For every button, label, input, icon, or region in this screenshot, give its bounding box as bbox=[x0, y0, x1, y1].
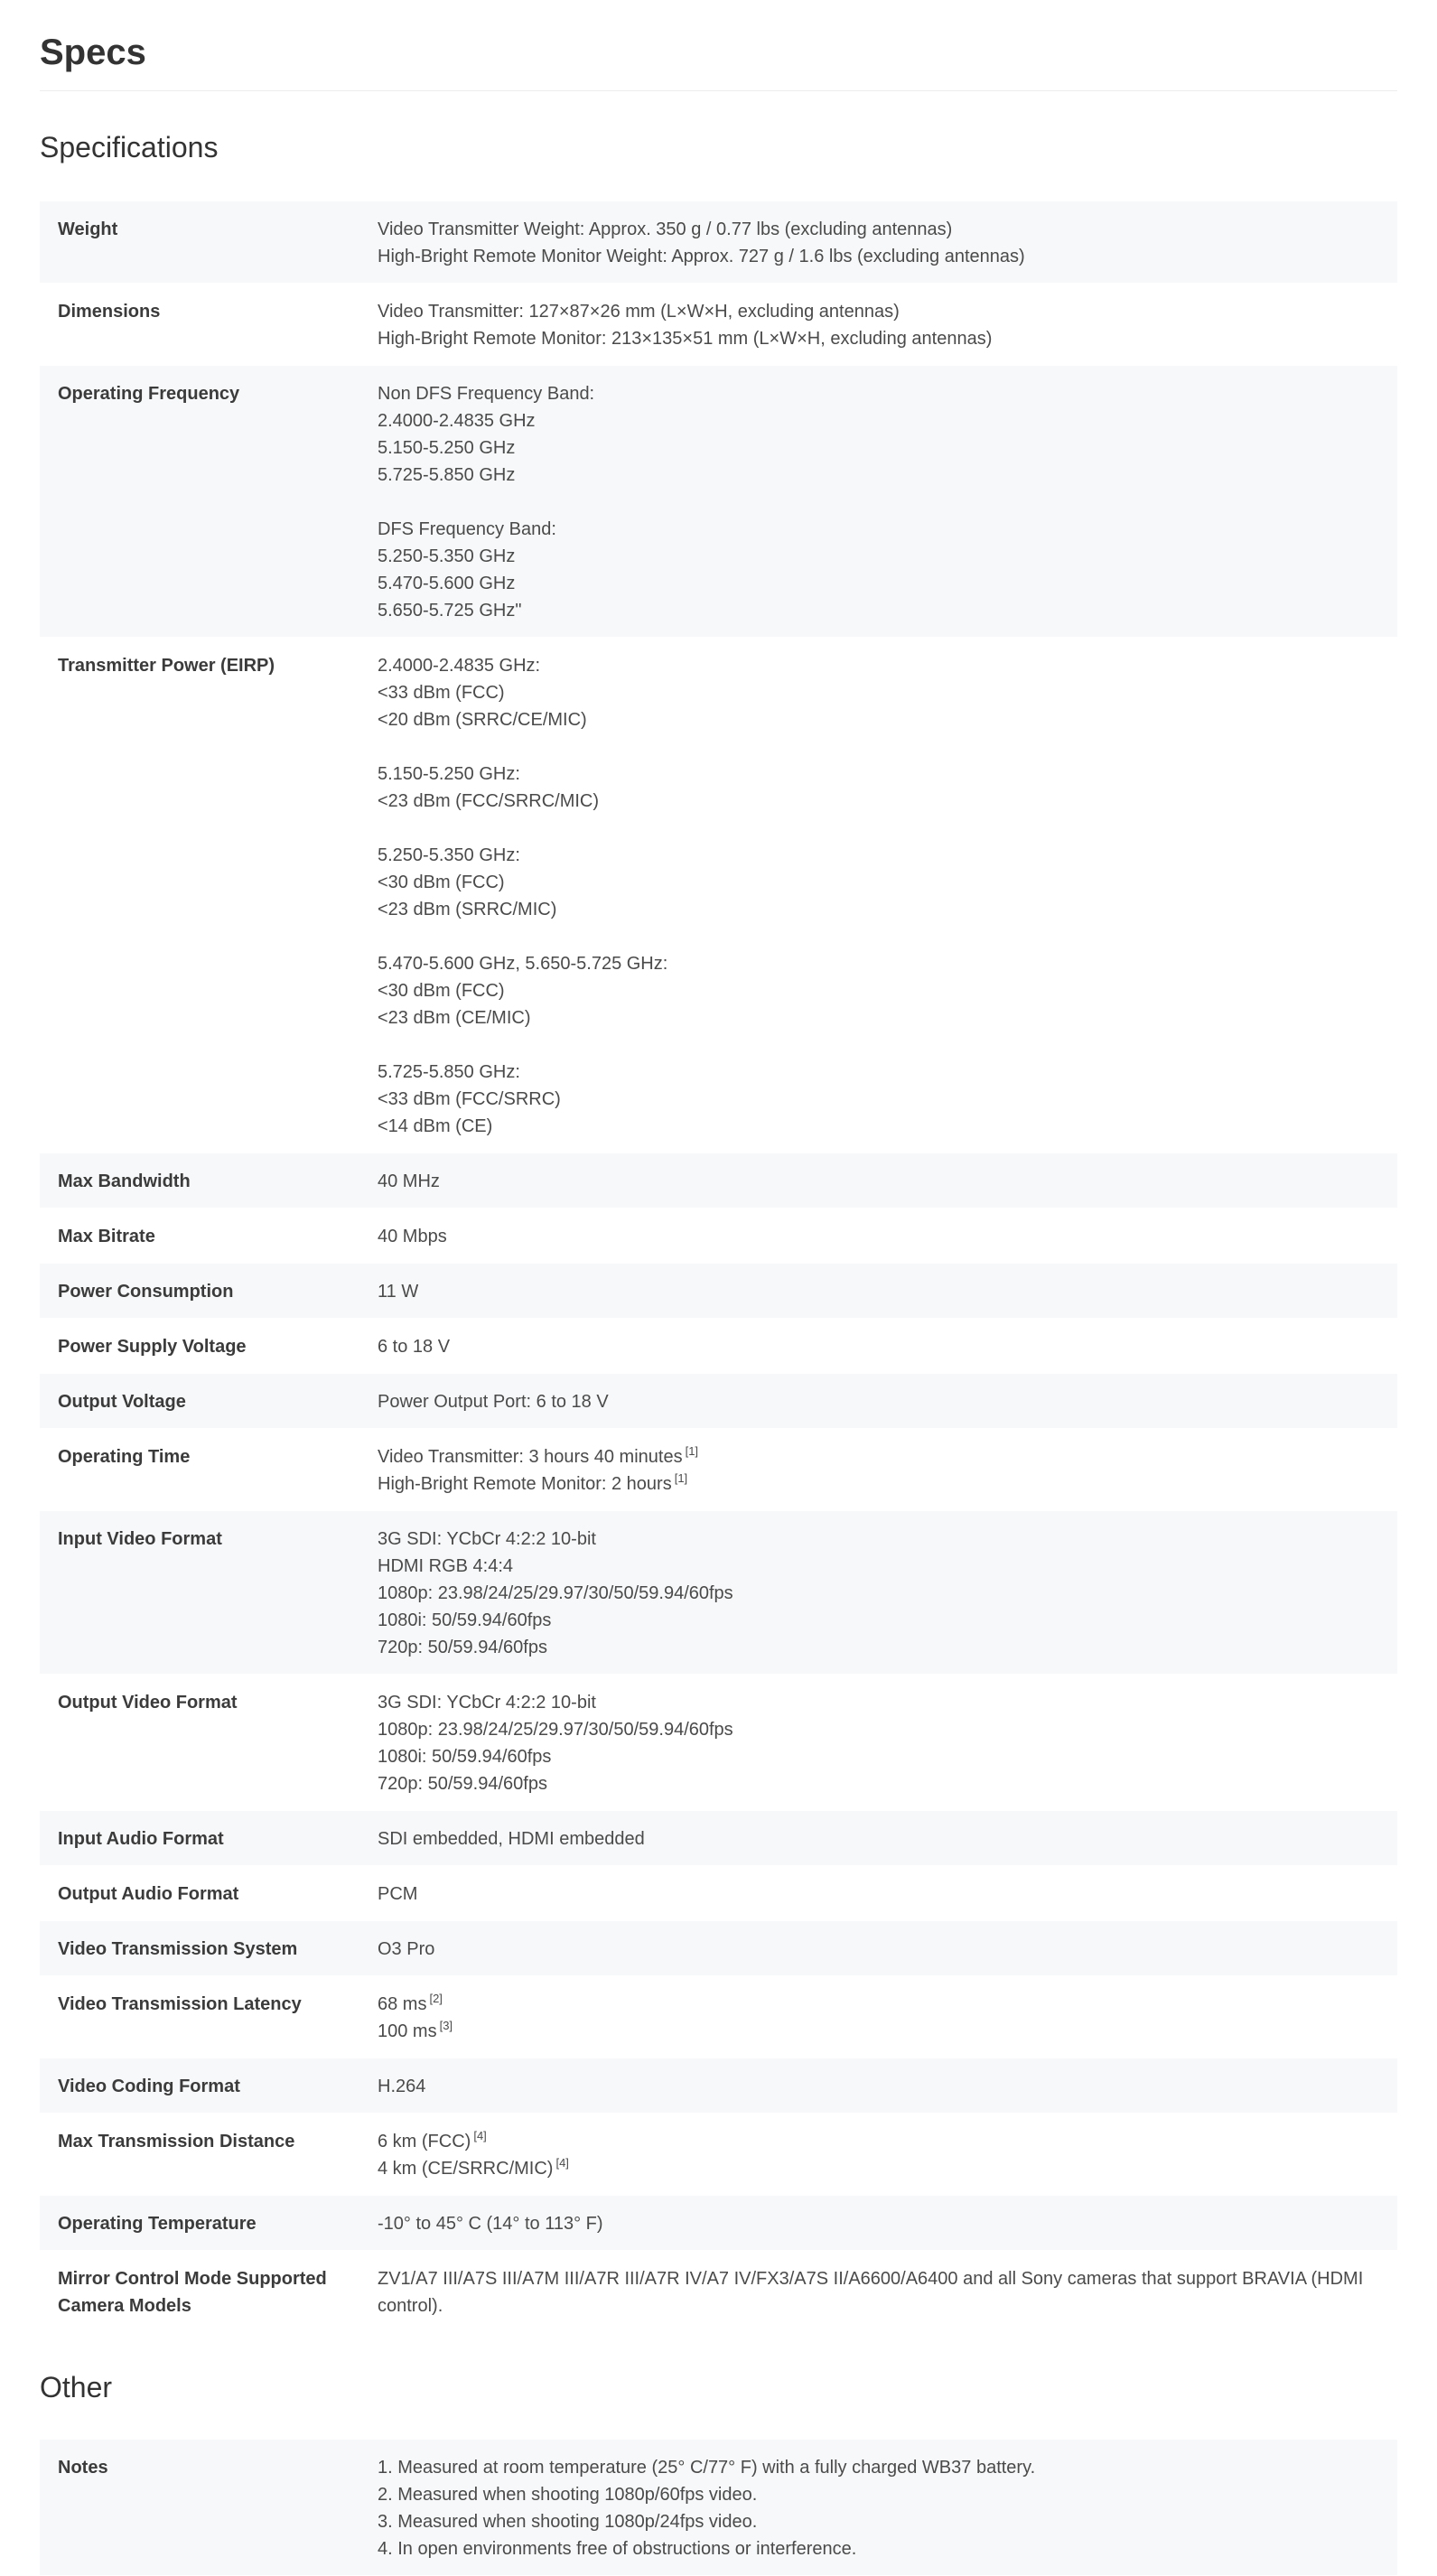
spec-value bbox=[378, 1991, 1397, 2045]
spec-value-text: 3G SDI: YCbCr 4:2:2 10-bit bbox=[378, 1529, 596, 1549]
spec-value-text: <33 dBm (FCC) bbox=[378, 683, 505, 703]
spec-value-text: 4. In open environments free of obstructions or interference. bbox=[378, 2539, 857, 2559]
spec-value-line bbox=[378, 2265, 1379, 2319]
spec-value bbox=[378, 2265, 1397, 2319]
spec-label: Output Voltage bbox=[58, 1392, 186, 1412]
spec-value bbox=[378, 1936, 1397, 1963]
spec-value bbox=[378, 2073, 1397, 2100]
spec-value-text: Non DFS Frequency Band: bbox=[378, 384, 595, 404]
spec-value-text: 5.470-5.600 GHz, 5.650-5.725 GHz: bbox=[378, 954, 668, 974]
spec-value-text: <33 dBm (FCC/SRRC) bbox=[378, 1089, 561, 1109]
spec-value bbox=[378, 1526, 1397, 1661]
spec-value-line bbox=[378, 1086, 1379, 1113]
spec-row-video-transmission-latency bbox=[40, 1976, 1397, 2058]
spec-value bbox=[378, 652, 1397, 1140]
spec-label: Input Video Format bbox=[58, 1529, 222, 1549]
spec-value-text: 5.725-5.850 GHz: bbox=[378, 1062, 520, 1082]
spec-value-text: SDI embedded, HDMI embedded bbox=[378, 1829, 645, 1849]
spec-value-line bbox=[378, 1743, 1379, 1770]
spec-value-line bbox=[378, 950, 1379, 977]
spec-label: Video Coding Format bbox=[58, 2077, 240, 2096]
spec-value-line bbox=[378, 1825, 1379, 1853]
spec-row-input-audio-format bbox=[40, 1811, 1397, 1866]
spec-value-line bbox=[378, 1991, 1379, 2018]
spec-label: Input Audio Format bbox=[58, 1829, 224, 1849]
spec-value bbox=[378, 1388, 1397, 1415]
spec-value-text: 1. Measured at room temperature (25° C/77° F) with a fully charged WB37 battery. bbox=[378, 2458, 1036, 2478]
spec-value-text: <23 dBm (SRRC/MIC) bbox=[378, 900, 557, 919]
section-title-other: Other bbox=[40, 2371, 113, 2403]
spec-value-text: -10° to 45° C (14° to 113° F) bbox=[378, 2214, 603, 2234]
spec-value-line bbox=[378, 1388, 1379, 1415]
spec-value-line bbox=[378, 298, 1379, 325]
spec-row-weight bbox=[40, 201, 1397, 284]
spec-value-line bbox=[378, 761, 1379, 788]
spec-value-line bbox=[378, 1278, 1379, 1305]
specs-page bbox=[40, 0, 1397, 2576]
spec-row-input-video-format bbox=[40, 1511, 1397, 1675]
spec-row-transmitter-power-eirp bbox=[40, 638, 1397, 1153]
spec-label: Dimensions bbox=[58, 302, 161, 322]
spec-value-line bbox=[378, 788, 1379, 815]
section-title-specifications: Specifications bbox=[40, 131, 219, 163]
spec-value-text: Video Transmitter Weight: Approx. 350 g / 0.77 lbs (excluding antennas) bbox=[378, 219, 953, 239]
spec-value-line bbox=[378, 597, 1379, 624]
spec-label: Operating Frequency bbox=[58, 384, 240, 404]
spec-value-text: H.264 bbox=[378, 2077, 426, 2096]
spec-value-line bbox=[378, 1223, 1379, 1250]
spec-value-text: <30 dBm (FCC) bbox=[378, 981, 505, 1001]
spec-value-line bbox=[378, 923, 1379, 950]
spec-label: Notes bbox=[58, 2458, 108, 2478]
spec-value-line bbox=[378, 380, 1379, 407]
spec-row-power-consumption bbox=[40, 1264, 1397, 1319]
spec-value bbox=[378, 1689, 1397, 1797]
spec-row-notes bbox=[40, 2440, 1397, 2576]
spec-value-line bbox=[378, 434, 1379, 462]
spec-value-text: PCM bbox=[378, 1884, 418, 1904]
spec-label: Video Transmission System bbox=[58, 1939, 298, 1959]
spec-value-line bbox=[378, 2018, 1379, 2045]
spec-value-text: Video Transmitter: 3 hours 40 minutes bbox=[378, 1447, 683, 1467]
spec-value bbox=[378, 1825, 1397, 1853]
spec-value-text: 2. Measured when shooting 1080p/60fps video. bbox=[378, 2485, 758, 2505]
spec-value-line bbox=[378, 1770, 1379, 1797]
spec-row-output-voltage bbox=[40, 1374, 1397, 1429]
spec-value-line bbox=[378, 896, 1379, 923]
spec-value-text: Video Transmitter: 127×87×26 mm (L×W×H, excluding antennas) bbox=[378, 302, 900, 322]
spec-value-line bbox=[378, 570, 1379, 597]
spec-value-line bbox=[378, 1689, 1379, 1716]
spec-label: Weight bbox=[58, 219, 118, 239]
footnote-ref: [3] bbox=[439, 2019, 453, 2032]
spec-value-text: 3G SDI: YCbCr 4:2:2 10-bit bbox=[378, 1693, 596, 1713]
spec-value bbox=[378, 2454, 1397, 2562]
spec-value bbox=[378, 1333, 1397, 1360]
spec-label: Operating Temperature bbox=[58, 2214, 257, 2234]
spec-row-power-supply-voltage bbox=[40, 1319, 1397, 1374]
spec-value-line bbox=[378, 706, 1379, 733]
spec-value-text: 100 ms bbox=[378, 2021, 437, 2041]
spec-row-video-coding-format bbox=[40, 2058, 1397, 2114]
footnote-ref: [1] bbox=[674, 1471, 688, 1485]
spec-value-text: 5.150-5.250 GHz bbox=[378, 438, 516, 458]
spec-value-text: 11 W bbox=[378, 1282, 419, 1302]
spec-value-text: Power Output Port: 6 to 18 V bbox=[378, 1392, 609, 1412]
spec-value-line bbox=[378, 243, 1379, 270]
spec-value-line bbox=[378, 1059, 1379, 1086]
spec-value-text: <23 dBm (FCC/SRRC/MIC) bbox=[378, 791, 600, 811]
spec-value bbox=[378, 380, 1397, 624]
spec-row-max-bandwidth bbox=[40, 1153, 1397, 1209]
spec-value-text: High-Bright Remote Monitor: 2 hours bbox=[378, 1474, 672, 1494]
spec-value-text: 5.725-5.850 GHz bbox=[378, 465, 516, 485]
spec-value-line bbox=[378, 1526, 1379, 1553]
spec-value-text: HDMI RGB 4:4:4 bbox=[378, 1556, 514, 1576]
spec-value-text: 40 MHz bbox=[378, 1171, 440, 1191]
spec-value-text: 5.650-5.725 GHz" bbox=[378, 601, 522, 621]
spec-value-text: 5.250-5.350 GHz bbox=[378, 546, 516, 566]
spec-value-text: <23 dBm (CE/MIC) bbox=[378, 1008, 531, 1028]
spec-value-line bbox=[378, 2508, 1379, 2535]
spec-value-line bbox=[378, 1580, 1379, 1607]
footnote-ref: [1] bbox=[685, 1444, 699, 1458]
spec-value-line bbox=[378, 1004, 1379, 1031]
spec-label: Transmitter Power (EIRP) bbox=[58, 656, 275, 676]
spec-value-text: O3 Pro bbox=[378, 1939, 435, 1959]
spec-value-line bbox=[378, 2454, 1379, 2481]
spec-value-text: 68 ms bbox=[378, 1994, 427, 2014]
spec-value-line bbox=[378, 1881, 1379, 1908]
spec-label: Operating Time bbox=[58, 1447, 191, 1467]
spec-value-line bbox=[378, 516, 1379, 543]
spec-value-text: High-Bright Remote Monitor: 213×135×51 mm (L×W×H, excluding antennas) bbox=[378, 329, 993, 349]
spec-label: Max Transmission Distance bbox=[58, 2132, 295, 2151]
spec-value-text: 40 Mbps bbox=[378, 1227, 447, 1246]
spec-value-line bbox=[378, 325, 1379, 352]
spec-label: Output Audio Format bbox=[58, 1884, 239, 1904]
spec-label: Mirror Control Mode Supported Camera Models bbox=[58, 2269, 327, 2316]
spec-value bbox=[378, 1278, 1397, 1305]
spec-value-line bbox=[378, 2210, 1379, 2237]
other-table bbox=[40, 2440, 1397, 2576]
spec-value-line bbox=[378, 1936, 1379, 1963]
spec-value-line bbox=[378, 1470, 1379, 1498]
spec-label: Output Video Format bbox=[58, 1693, 238, 1713]
spec-row-max-transmission-distance bbox=[40, 2114, 1397, 2196]
spec-value-text: 1080i: 50/59.94/60fps bbox=[378, 1747, 552, 1767]
spec-value-line bbox=[378, 815, 1379, 842]
spec-value-line bbox=[378, 216, 1379, 243]
page-title: Specs bbox=[40, 0, 1397, 91]
spec-value bbox=[378, 2210, 1397, 2237]
spec-label: Video Transmission Latency bbox=[58, 1994, 302, 2014]
spec-label: Power Consumption bbox=[58, 1282, 234, 1302]
spec-value-line bbox=[378, 977, 1379, 1004]
spec-value-line bbox=[378, 489, 1379, 516]
spec-value-text: 4 km (CE/SRRC/MIC) bbox=[378, 2159, 554, 2179]
spec-value bbox=[378, 298, 1397, 352]
spec-value-text: ZV1/A7 III/A7S III/A7M III/A7R III/A7R IV/A7 IV/FX3/A7S II/A6600/A6400 and all Sony cameras that support BRAVIA (HDMI control). bbox=[378, 2269, 1364, 2316]
spec-value-text: 6 to 18 V bbox=[378, 1337, 451, 1357]
spec-value-text: <14 dBm (CE) bbox=[378, 1116, 493, 1136]
spec-value-text: <20 dBm (SRRC/CE/MIC) bbox=[378, 710, 587, 730]
spec-label: Max Bandwidth bbox=[58, 1171, 191, 1191]
spec-value-text: 5.150-5.250 GHz: bbox=[378, 764, 520, 784]
spec-row-dimensions bbox=[40, 284, 1397, 366]
spec-value-line bbox=[378, 733, 1379, 761]
spec-row-mirror-control-mode-supported-camera-models bbox=[40, 2251, 1397, 2333]
spec-value-line bbox=[378, 869, 1379, 896]
spec-value-text: 6 km (FCC) bbox=[378, 2132, 471, 2151]
spec-value-text: 2.4000-2.4835 GHz: bbox=[378, 656, 541, 676]
spec-row-output-video-format bbox=[40, 1675, 1397, 1811]
spec-value-line bbox=[378, 2128, 1379, 2155]
footnote-ref: [4] bbox=[555, 2156, 569, 2170]
spec-label: Max Bitrate bbox=[58, 1227, 155, 1246]
spec-label: Power Supply Voltage bbox=[58, 1337, 247, 1357]
spec-value bbox=[378, 2128, 1397, 2182]
spec-value-text: 1080p: 23.98/24/25/29.97/30/50/59.94/60fps bbox=[378, 1583, 733, 1603]
spec-value-line bbox=[378, 652, 1379, 679]
spec-value-text: 5.250-5.350 GHz: bbox=[378, 845, 520, 865]
footnote-ref: [4] bbox=[473, 2129, 487, 2142]
spec-value-line bbox=[378, 1168, 1379, 1195]
spec-value-text: 5.470-5.600 GHz bbox=[378, 574, 516, 593]
spec-value bbox=[378, 1223, 1397, 1250]
spec-row-max-bitrate bbox=[40, 1209, 1397, 1264]
spec-value-text: <30 dBm (FCC) bbox=[378, 873, 505, 892]
spec-value-line bbox=[378, 1553, 1379, 1580]
spec-row-video-transmission-system bbox=[40, 1921, 1397, 1976]
spec-value-line bbox=[378, 2073, 1379, 2100]
spec-value-line bbox=[378, 1607, 1379, 1634]
spec-value-line bbox=[378, 1031, 1379, 1059]
spec-value-text: DFS Frequency Band: bbox=[378, 519, 556, 539]
specifications-table bbox=[40, 201, 1397, 2333]
spec-value bbox=[378, 1881, 1397, 1908]
spec-value-text: 1080p: 23.98/24/25/29.97/30/50/59.94/60fps bbox=[378, 1720, 733, 1740]
spec-value-text: High-Bright Remote Monitor Weight: Approx. 727 g / 1.6 lbs (excluding antennas) bbox=[378, 247, 1025, 266]
spec-value bbox=[378, 216, 1397, 270]
spec-value-line bbox=[378, 462, 1379, 489]
spec-value-text: 2.4000-2.4835 GHz bbox=[378, 411, 536, 431]
spec-value-line bbox=[378, 1634, 1379, 1661]
spec-value-text: 720p: 50/59.94/60fps bbox=[378, 1774, 547, 1794]
spec-value-line bbox=[378, 2535, 1379, 2562]
spec-row-operating-frequency bbox=[40, 366, 1397, 638]
spec-value-text: 720p: 50/59.94/60fps bbox=[378, 1638, 547, 1657]
spec-value-line bbox=[378, 1113, 1379, 1140]
spec-value-line bbox=[378, 842, 1379, 869]
spec-value-line bbox=[378, 1716, 1379, 1743]
spec-value-line bbox=[378, 679, 1379, 706]
spec-value-line bbox=[378, 407, 1379, 434]
spec-value-line bbox=[378, 2155, 1379, 2182]
spec-value bbox=[378, 1168, 1397, 1195]
spec-value-text: 3. Measured when shooting 1080p/24fps video. bbox=[378, 2512, 758, 2532]
footnote-ref: [2] bbox=[429, 1992, 443, 2005]
spec-row-operating-time bbox=[40, 1429, 1397, 1511]
spec-value-line bbox=[378, 2481, 1379, 2508]
spec-row-operating-temperature bbox=[40, 2196, 1397, 2251]
spec-value-line bbox=[378, 1443, 1379, 1470]
spec-value-line bbox=[378, 543, 1379, 570]
spec-row-output-audio-format bbox=[40, 1866, 1397, 1921]
spec-value-line bbox=[378, 1333, 1379, 1360]
spec-value bbox=[378, 1443, 1397, 1498]
spec-value-text: 1080i: 50/59.94/60fps bbox=[378, 1610, 552, 1630]
